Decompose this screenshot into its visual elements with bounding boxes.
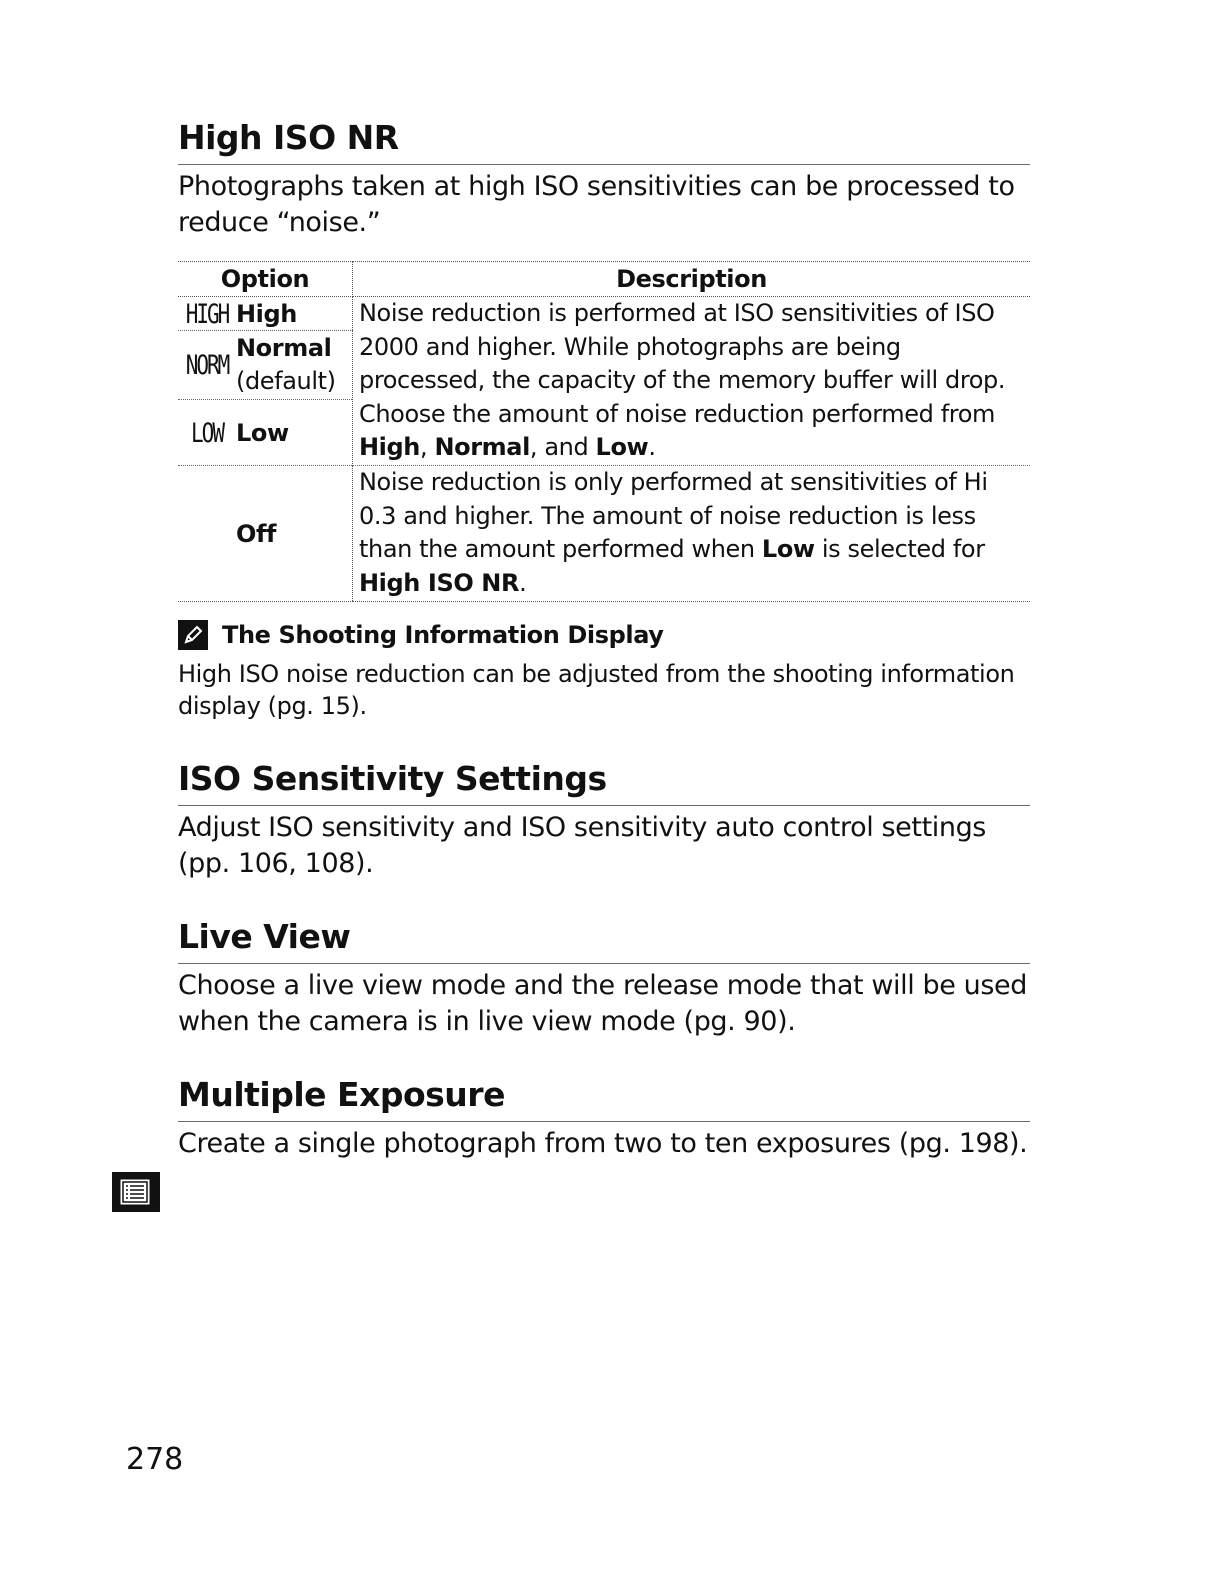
table-row-high: [178, 297, 1030, 331]
section-iso-sensitivity-settings: [178, 759, 1030, 882]
option-label-high: High: [236, 299, 297, 328]
note-body: High ISO noise reduction can be adjusted from the shooting information display (pg. 15).: [178, 660, 1015, 720]
description-sep: , and: [529, 433, 596, 461]
header-description: Description: [353, 262, 1031, 297]
option-low: [178, 400, 353, 466]
section-title: Multiple Exposure: [178, 1075, 1030, 1122]
section-body: Choose a live view mode and the release mode that will be used when the camera is in live view mode (pg. 90).: [178, 970, 1027, 1037]
note-title: The Shooting Information Display: [222, 621, 664, 649]
header-option: Option: [178, 262, 353, 297]
option-default-tag: (default): [236, 367, 336, 395]
high-iso-nr-options-table: [178, 261, 1030, 602]
setup-menu-icon: [111, 1171, 161, 1213]
description-sep: ,: [419, 433, 435, 461]
section-multiple-exposure: [178, 1075, 1030, 1162]
lcd-normal-icon: NORM: [185, 350, 229, 380]
section-title: ISO Sensitivity Settings: [178, 759, 1030, 806]
description-bold-high: High: [359, 433, 420, 461]
pencil-icon: [178, 620, 208, 650]
description-high-normal-low: [353, 297, 1031, 466]
note-heading: [178, 620, 664, 650]
option-normal: [178, 331, 353, 400]
description-bold-low: Low: [595, 433, 649, 461]
description-off: [353, 466, 1031, 602]
section-body: Photographs taken at high ISO sensitivities can be processed to reduce “noise.”: [178, 171, 1015, 238]
option-label-normal: Normal: [236, 334, 332, 362]
lcd-high-icon: HIGH: [185, 298, 229, 329]
page-number: 278: [126, 1442, 184, 1477]
description-end: .: [648, 433, 656, 461]
table-row-off: [178, 466, 1030, 602]
option-off: [178, 466, 353, 602]
description-text: is selected for: [814, 535, 985, 563]
option-high: [178, 297, 353, 331]
option-label-off: Off: [236, 519, 277, 548]
section-live-view: [178, 917, 1030, 1040]
section-title: Live View: [178, 917, 1030, 964]
description-end: .: [519, 568, 527, 597]
description-text: Noise reduction is performed at ISO sensitivities of ISO 2000 and higher. While photographs are being processed, the capacity of the memory buffer will drop. Choose the amount of noise reduction performed from: [359, 299, 1006, 428]
description-bold-normal: Normal: [434, 433, 530, 461]
description-text: Noise reduction is only performed at sensitivities of Hi 0.3 and higher. The amount of noise reduction is less than the amount performed when: [359, 468, 988, 563]
table-header-row: [178, 262, 1030, 297]
lcd-low-icon: LOW: [191, 417, 223, 448]
section-high-iso-nr: [178, 118, 1030, 241]
description-bold-high-iso-nr: High ISO NR: [359, 568, 520, 597]
section-body: Create a single photograph from two to ten exposures (pg. 198).: [178, 1128, 1028, 1159]
option-label-low: Low: [236, 418, 289, 447]
section-body: Adjust ISO sensitivity and ISO sensitivity auto control settings (pp. 106, 108).: [178, 812, 986, 879]
description-bold-low: Low: [761, 535, 815, 563]
section-title: High ISO NR: [178, 118, 1030, 165]
